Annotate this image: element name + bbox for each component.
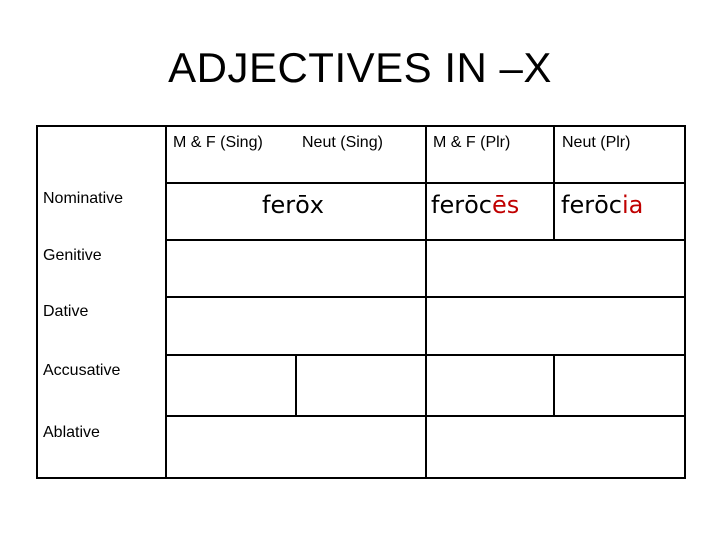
nominative-neut-plural-form [561, 191, 643, 219]
header-neut-sing: Neut (Sing) [302, 134, 383, 151]
table-border-left [36, 125, 38, 479]
table-col-divider [553, 125, 555, 240]
form-stem: ferōc [431, 191, 492, 219]
form-ending: ēs [491, 191, 520, 219]
slide-title: ADJECTIVES IN –X [168, 44, 552, 91]
form-ending: ia [621, 191, 644, 219]
table-col-divider [165, 125, 167, 479]
table-col-divider [425, 125, 427, 479]
table-border-bottom [36, 477, 686, 479]
table-border-right [684, 125, 686, 479]
header-mf-plr: M & F (Plr) [433, 134, 511, 151]
case-label-ablative: Ablative [43, 424, 100, 441]
case-label-accusative: Accusative [43, 362, 121, 379]
table-col-divider [295, 354, 297, 417]
table-col-divider [553, 354, 555, 417]
header-mf-sing: M & F (Sing) [173, 134, 263, 151]
nominative-mf-plural-form [431, 191, 519, 219]
case-label-genitive: Genitive [43, 247, 102, 264]
table-border-top [36, 125, 686, 127]
form-stem: ferōc [561, 191, 622, 219]
header-neut-plr: Neut (Plr) [562, 134, 631, 151]
case-label-dative: Dative [43, 303, 89, 320]
nominative-singular-form: ferōx [262, 191, 324, 219]
case-label-nominative: Nominative [43, 190, 124, 207]
